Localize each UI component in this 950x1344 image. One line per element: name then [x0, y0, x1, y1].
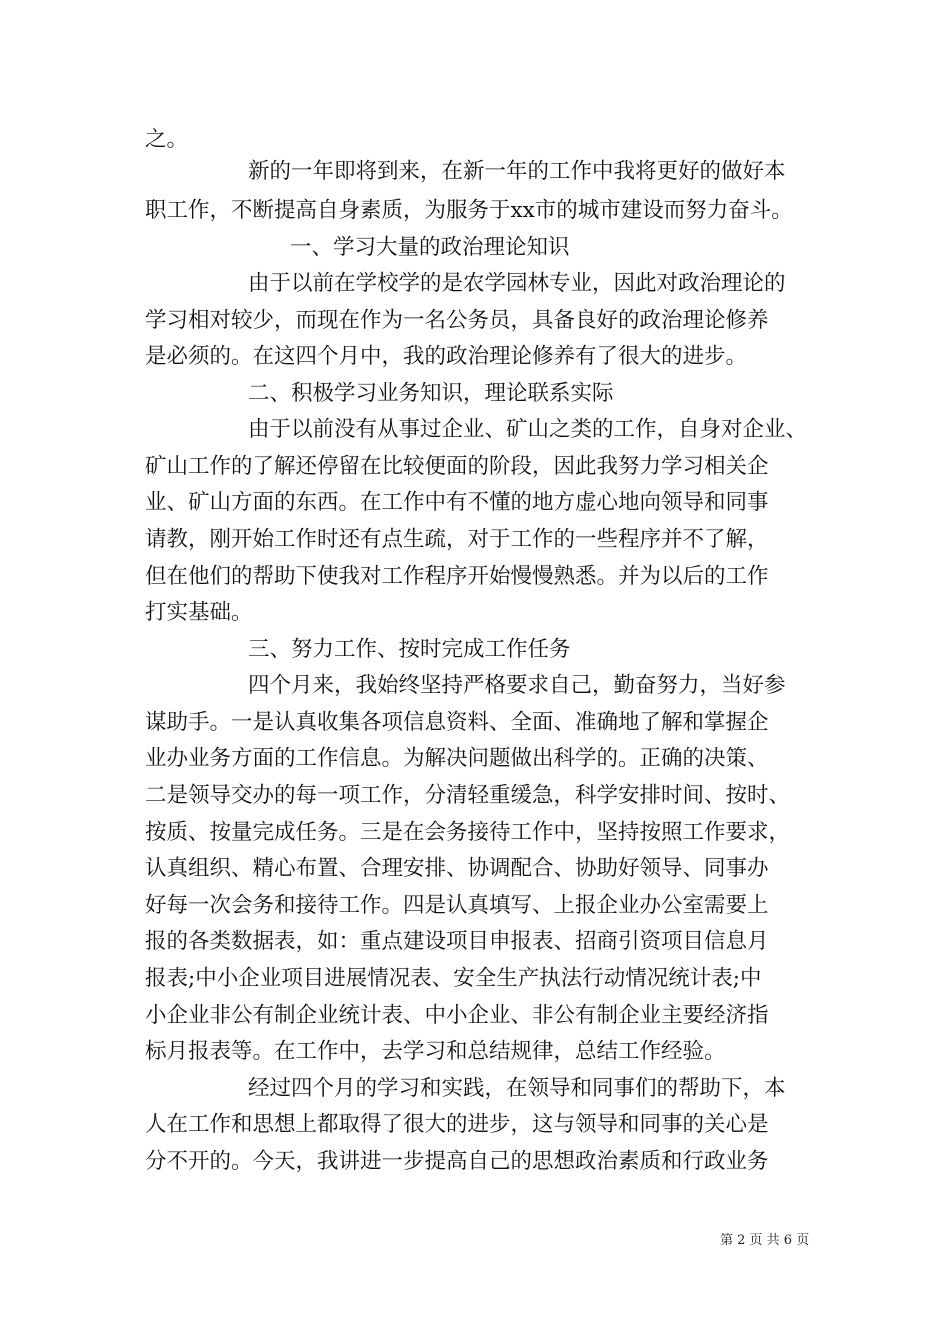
text-line: 职工作，不断提高自身素质，为服务于xx市的城市建设而努力奋斗。	[145, 198, 793, 223]
section-heading: 二、积极学习业务知识，理论联系实际	[248, 381, 614, 406]
paragraph-first-line: 由于以前在学校学的是农学园林专业，因此对政治理论的	[248, 271, 786, 296]
paragraph-first-line: 新的一年即将到来，在新一年的工作中我将更好的做好本	[248, 159, 786, 184]
paragraph-first-line: 由于以前没有从事过企业、矿山之类的工作，自身对企业、	[248, 417, 808, 442]
paragraph-first-line: 四个月来，我始终坚持严格要求自己，勤奋努力，当好参	[248, 673, 786, 698]
text-line: 学习相对较少，而现在作为一名公务员，具备良好的政治理论修养	[145, 308, 769, 333]
paragraph-first-line: 经过四个月的学习和实践，在领导和同事们的帮助下，本	[248, 1076, 786, 1101]
section-heading: 一、学习大量的政治理论知识	[290, 235, 570, 260]
text-line: 谋助手。一是认真收集各项信息资料、全面、准确地了解和掌握企	[145, 710, 769, 735]
text-line: 报的各类数据表，如：重点建设项目申报表、招商引资项目信息月	[145, 929, 769, 954]
text-line: 报表;中小企业项目进展情况表、安全生产执法行动情况统计表;中	[145, 966, 762, 991]
text-line: 人在工作和思想上都取得了很大的进步，这与领导和同事的关心是	[145, 1112, 769, 1137]
text-line: 按质、按量完成任务。三是在会务接待工作中，坚持按照工作要求，	[145, 820, 791, 845]
text-line: 好每一次会务和接待工作。四是认真填写、上报企业办公室需要上	[145, 893, 769, 918]
section-heading: 三、努力工作、按时完成工作任务	[248, 637, 571, 662]
text-line: 分不开的。今天，我讲进一步提高自己的思想政治素质和行政业务	[145, 1149, 769, 1174]
text-line: 但在他们的帮助下使我对工作程序开始慢慢熟悉。并为以后的工作	[145, 564, 769, 589]
page-number-footer: 第 2 页 共 6 页	[720, 1233, 810, 1248]
text-line: 之。	[145, 127, 189, 152]
text-line: 标月报表等。在工作中，去学习和总结规律，总结工作经验。	[145, 1039, 726, 1064]
text-line: 矿山工作的了解还停留在比较便面的阶段，因此我努力学习相关企	[145, 454, 769, 479]
text-line: 是必须的。在这四个月中，我的政治理论修养有了很大的进步。	[145, 344, 748, 369]
text-line: 业、矿山方面的东西。在工作中有不懂的地方虚心地向领导和同事	[145, 490, 769, 515]
text-line: 业办业务方面的工作信息。为解决问题做出科学的。正确的决策、	[145, 746, 769, 771]
text-line: 请教，刚开始工作时还有点生疏，对于工作的一些程序并不了解，	[145, 527, 769, 552]
text-line: 认真组织、精心布置、合理安排、协调配合、协助好领导、同事办	[145, 856, 769, 881]
text-line: 二是领导交办的每一项工作，分清轻重缓急，科学安排时间、按时、	[145, 783, 791, 808]
text-line: 小企业非公有制企业统计表、中小企业、非公有制企业主要经济指	[145, 1003, 769, 1028]
text-line: 打实基础。	[145, 600, 253, 625]
